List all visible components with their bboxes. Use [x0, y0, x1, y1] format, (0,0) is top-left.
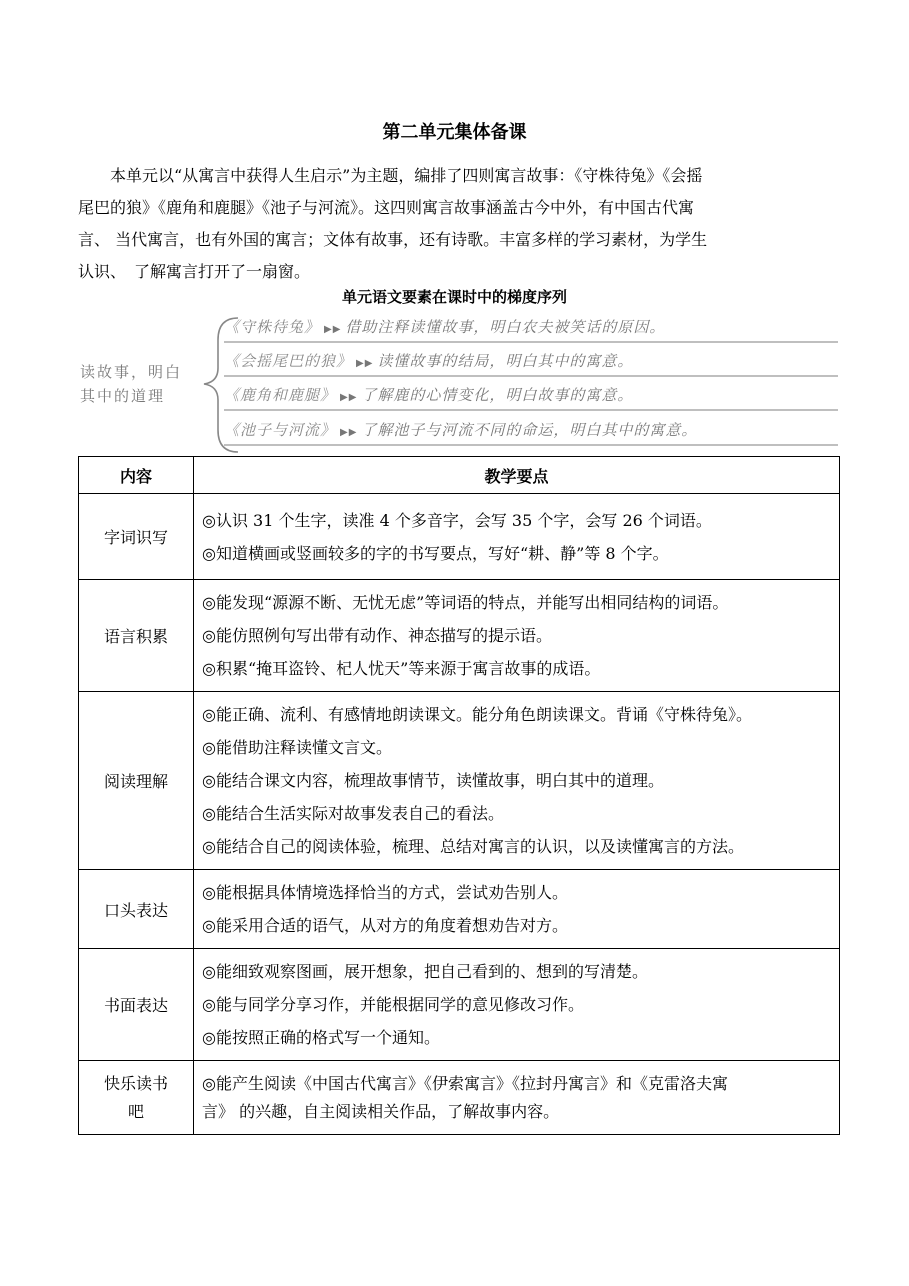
- lesson-goal: 了解鹿的心情变化，明白故事的寓意。: [361, 386, 634, 404]
- lesson-goal: 了解池子与河流不同的命运，明白其中的寓意。: [361, 421, 698, 439]
- teaching-point: ◎能采用合适的语气，从对方的角度着想劝告对方。: [202, 916, 568, 935]
- column-header-points: 教学要点: [194, 457, 840, 494]
- double-arrow-icon: ▶▶: [340, 427, 358, 438]
- points-cell: [194, 949, 840, 1061]
- teaching-point: ◎能借助注释读懂文言文。: [202, 738, 392, 757]
- points-cell: [194, 1061, 840, 1135]
- lesson-title: 《池子与河流》: [224, 421, 337, 439]
- table-row: [79, 494, 840, 580]
- section-subtitle: 单元语文要素在课时中的梯度序列: [341, 288, 567, 306]
- points-cell: [194, 870, 840, 949]
- column-header-content: 内容: [79, 457, 194, 494]
- lesson-goal: 读懂故事的结局，明白其中的寓意。: [377, 352, 634, 370]
- double-arrow-icon: ▶▶: [324, 324, 342, 335]
- table-row: [79, 1061, 840, 1135]
- teaching-points-table: [78, 456, 840, 1135]
- teaching-point: ◎能正确、流利、有感情地朗读课文。能分角色朗读课文。背诵《守株待兔》。: [202, 705, 752, 724]
- lesson-title: 《守株待兔》: [224, 318, 321, 336]
- teaching-point: ◎能发现“源源不断、无忧无虑”等词语的特点，并能写出相同结构的词语。: [202, 593, 729, 612]
- teaching-point: ◎能仿照例句写出带有动作、神态描写的提示语。: [202, 626, 552, 645]
- table-row: [79, 870, 840, 949]
- intro-paragraph: [78, 160, 823, 288]
- gradient-sequence-figure: [78, 312, 838, 454]
- teaching-point: ◎能产生阅读《中国古代寓言》《伊索寓言》《拉封丹寓言》和《克雷洛夫寓: [202, 1073, 728, 1093]
- sequence-row: [224, 419, 697, 443]
- category-cell: 阅读理解: [79, 692, 194, 870]
- teaching-point: 言》 的兴趣，自主阅读相关作品，了解故事内容。: [202, 1101, 560, 1121]
- points-cell: [194, 692, 840, 870]
- intro-line: 言、 当代寓言，也有外国的寓言；文体有故事，还有诗歌。丰富多样的学习素材，为学生: [78, 230, 708, 249]
- teaching-point: ◎能与同学分享习作，并能根据同学的意见修改习作。: [202, 995, 584, 1014]
- teaching-point: ◎能按照正确的格式写一个通知。: [202, 1028, 440, 1047]
- double-arrow-icon: ▶▶: [356, 358, 374, 369]
- points-cell: [194, 494, 840, 580]
- table-row: [79, 949, 840, 1061]
- category-cell: 口头表达: [79, 870, 194, 949]
- category-cell: 语言积累: [79, 580, 194, 692]
- teaching-point: ◎能细致观察图画，展开想象，把自己看到的、想到的写清楚。: [202, 962, 648, 981]
- sequence-row: [224, 384, 633, 408]
- intro-line: 认识、 了解寓言打开了一扇窗。: [78, 262, 311, 281]
- teaching-point: ◎能结合生活实际对故事发表自己的看法。: [202, 804, 504, 823]
- sequence-row: [224, 350, 633, 374]
- category-cell: 快乐读书 吧: [79, 1061, 194, 1135]
- sequence-label: 读故事，明白 其中的道理: [80, 363, 183, 405]
- page-title: 第二单元集体备课: [382, 122, 527, 143]
- double-arrow-icon: ▶▶: [340, 392, 358, 403]
- points-cell: [194, 580, 840, 692]
- category-cell: 字词识写: [79, 494, 194, 580]
- teaching-point: ◎能根据具体情境选择恰当的方式，尝试劝告别人。: [202, 883, 568, 902]
- teaching-point: ◎知道横画或竖画较多的字的书写要点，写好“耕、静”等 8 个字。: [202, 543, 669, 563]
- sequence-row: [224, 316, 665, 340]
- category-cell: 书面表达: [79, 949, 194, 1061]
- teaching-point: ◎积累“掩耳盗铃、杞人忧天”等来源于寓言故事的成语。: [202, 659, 601, 678]
- table-header-row: [79, 457, 840, 494]
- table-row: [79, 692, 840, 870]
- intro-line: 本单元以“从寓言中获得人生启示”为主题，编排了四则寓言故事：《守株待兔》《会摇: [78, 166, 703, 185]
- teaching-point: ◎能结合自己的阅读体验，梳理、总结对寓言的认识，以及读懂寓言的方法。: [202, 837, 744, 856]
- lesson-goal: 借助注释读懂故事，明白农夫被笑话的原因。: [345, 318, 666, 336]
- table-row: [79, 580, 840, 692]
- teaching-point: ◎认识 31 个生字，读准 4 个多音字，会写 35 个字，会写 26 个词语。: [202, 510, 712, 530]
- lesson-title: 《会摇尾巴的狼》: [224, 352, 353, 370]
- lesson-title: 《鹿角和鹿腿》: [224, 386, 337, 404]
- teaching-point: ◎能结合课文内容，梳理故事情节，读懂故事，明白其中的道理。: [202, 771, 664, 790]
- intro-line: 尾巴的狼》《鹿角和鹿腿》《池子与河流》。这四则寓言故事涵盖古今中外，有中国古代寓: [78, 198, 695, 217]
